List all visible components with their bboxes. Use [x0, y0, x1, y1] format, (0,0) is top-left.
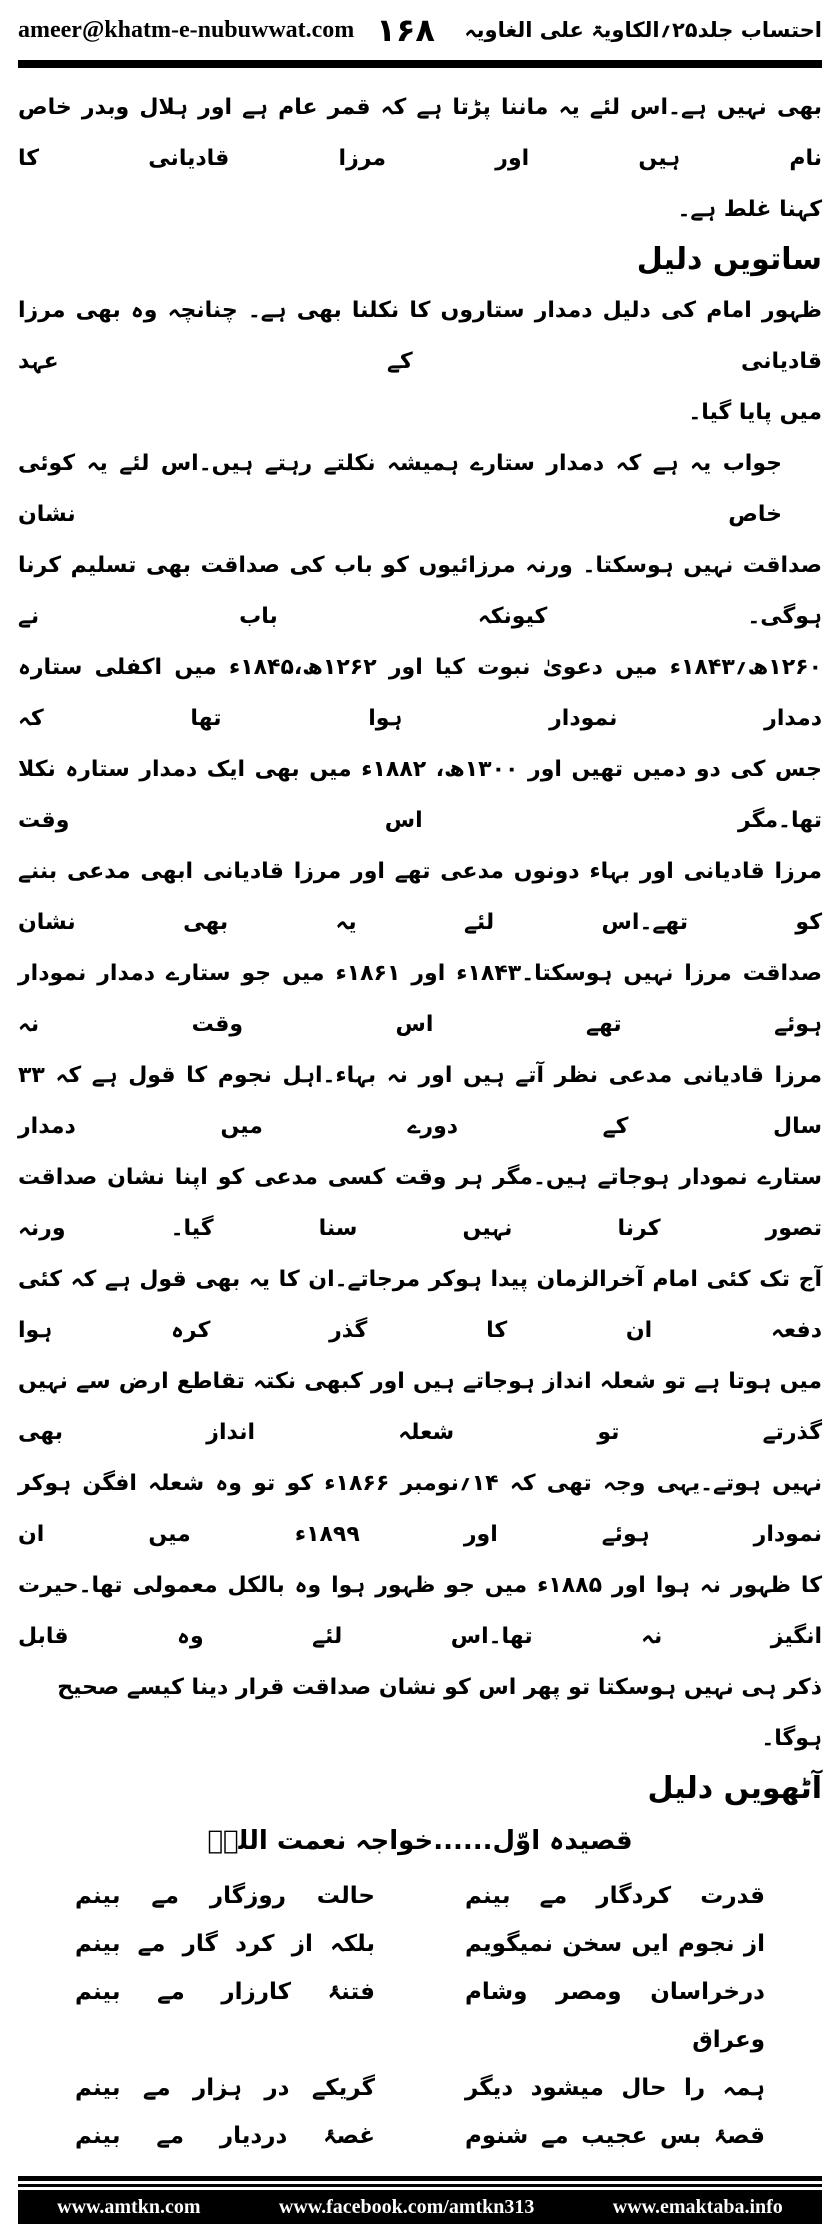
verse-right: ہمہ را حال میشود دیگر — [465, 2075, 765, 2101]
verse-right: قدرت کردگار مے بینم — [465, 1883, 765, 1909]
body-line: ظہور امام کی دلیل دمدار ستاروں کا نکلنا بھی ہے۔ چنانچہ وہ بھی مرزا قادیانی کے عہد — [18, 298, 822, 374]
book-title: احتساب جلد۲۵؍الکاویۃ علی الغاویہ — [464, 18, 822, 42]
body-line: جواب یہ ہے کہ دمدار ستارے ہمیشہ نکلتے رہتے ہیں۔اس لئے یہ کوئی خاص نشان — [18, 451, 782, 527]
poem-title: قصیدہ اوّل......خواجہ نعمت اللہؒ — [207, 1826, 633, 1856]
footer-rule — [18, 2184, 822, 2187]
verse-right: درخراسان ومصر وشام وعراق — [465, 1979, 765, 2053]
verse-left: گریکے در ہزار مے بینم — [75, 2075, 375, 2101]
footer-bar — [18, 2190, 822, 2224]
verse-left: بلکہ از کرد گار مے بینم — [75, 1931, 375, 1957]
body-line: ستارے نمودار ہوجاتے ہیں۔مگر ہر وقت کسی مدعی کو اپنا نشان صداقت تصور کرنا نہیں سنا گیا۔ ورنہ — [18, 1165, 822, 1241]
body-line: میں ہوتا ہے تو شعلہ انداز ہوجاتے ہیں اور کبھی نکتہ تقاطع ارض سے نہیں گذرتے تو شعلہ انداز بھی — [18, 1369, 822, 1445]
body-line: آج تک کئی امام آخرالزمان پیدا ہوکر مرجاتے۔ان کا یہ بھی قول ہے کہ کئی دفعہ ان کا گذر کرہ ہوا — [18, 1267, 822, 1343]
verse-right: قصۂ بس عجیب مے شنوم — [465, 2123, 765, 2149]
header-rule — [18, 60, 822, 68]
section-heading-7: ساتویں دلیل — [636, 242, 822, 277]
verse-left: حالت روزگار مے بینم — [75, 1883, 375, 1909]
page-body — [18, 82, 822, 2160]
body-line: ذکر ہی نہیں ہوسکتا تو پھر اس کو نشان صداقت قرار دینا کیسے صحیح ہوگا۔ — [57, 1675, 822, 1751]
body-line: جس کی دو دمیں تھیں اور ۱۳۰۰ھ، ۱۸۸۲ء میں بھی ایک دمدار ستارہ نکلا تھا۔مگر اس وقت — [18, 757, 822, 833]
header-email: ameer@khatm-e-nubuwwat.com — [18, 16, 355, 43]
footer-link-emaktaba[interactable]: www.emaktaba.info — [612, 2196, 783, 2218]
section-heading-8: آٹھویں دلیل — [647, 1771, 822, 1806]
body-line: مرزا قادیانی مدعی نظر آتے ہیں اور نہ بہاء۔اہل نجوم کا قول ہے کہ ۳۳ سال کے دورے میں دمدار — [18, 1063, 822, 1139]
body-line: نہیں ہوتے۔یہی وجہ تھی کہ ۱۴؍نومبر ۱۸۶۶ء کو تو وہ شعلہ افگن ہوکر نمودار ہوئے اور ۱۸۹۹ء میں ان — [18, 1471, 823, 1547]
page-header — [18, 0, 822, 60]
body-line: کا ظہور نہ ہوا اور ۱۸۸۵ء میں جو ظہور ہوا وہ بالکل معمولی تھا۔حیرت انگیز نہ تھا۔اس لئے وہ قابل — [18, 1573, 822, 1649]
footer-link-amtkn[interactable]: www.amtkn.com — [57, 2196, 201, 2218]
body-line: کہنا غلط ہے۔ — [677, 197, 822, 222]
footer-link-facebook[interactable]: www.facebook.com/amtkn313 — [278, 2196, 535, 2218]
verse-left: غصۂ دردیار مے بینم — [75, 2123, 375, 2149]
page-number: ۱۶۸ — [376, 11, 435, 49]
footer-rule — [18, 2176, 822, 2181]
body-line: بھی نہیں ہے۔اس لئے یہ ماننا پڑتا ہے کہ قمر عام ہے اور ہلال وبدر خاص نام ہیں اور مرزا قادیانی کا — [18, 95, 822, 171]
body-line: ۱۲۶۰ھ؍۱۸۴۳ء میں دعویٰ نبوت کیا اور ۱۲۶۲ھ،۱۸۴۵ء میں اکفلی ستارہ دمدار نمودار ہوا تھا کہ — [18, 655, 822, 731]
body-line: صداقت مرزا نہیں ہوسکتا۔۱۸۴۳ء اور ۱۸۶۱ء میں جو ستارے دمدار نمودار ہوئے تھے اس وقت نہ — [18, 961, 822, 1037]
verse-left: فتنۂ کارزار مے بینم — [75, 1979, 375, 2005]
poem-verses — [18, 1872, 822, 2160]
body-line: صداقت نہیں ہوسکتا۔ ورنہ مرزائیوں کو باب کی صداقت بھی تسلیم کرنا ہوگی۔ کیونکہ باب نے — [18, 553, 822, 629]
body-line: میں پایا گیا۔ — [688, 400, 822, 425]
verse-right: از نجوم ایں سخن نمیگویم — [465, 1931, 765, 1957]
body-line: مرزا قادیانی اور بہاء دونوں مدعی تھے اور مرزا قادیانی ابھی مدعی بننے کو تھے۔اس لئے یہ بھی نشان — [18, 859, 822, 935]
